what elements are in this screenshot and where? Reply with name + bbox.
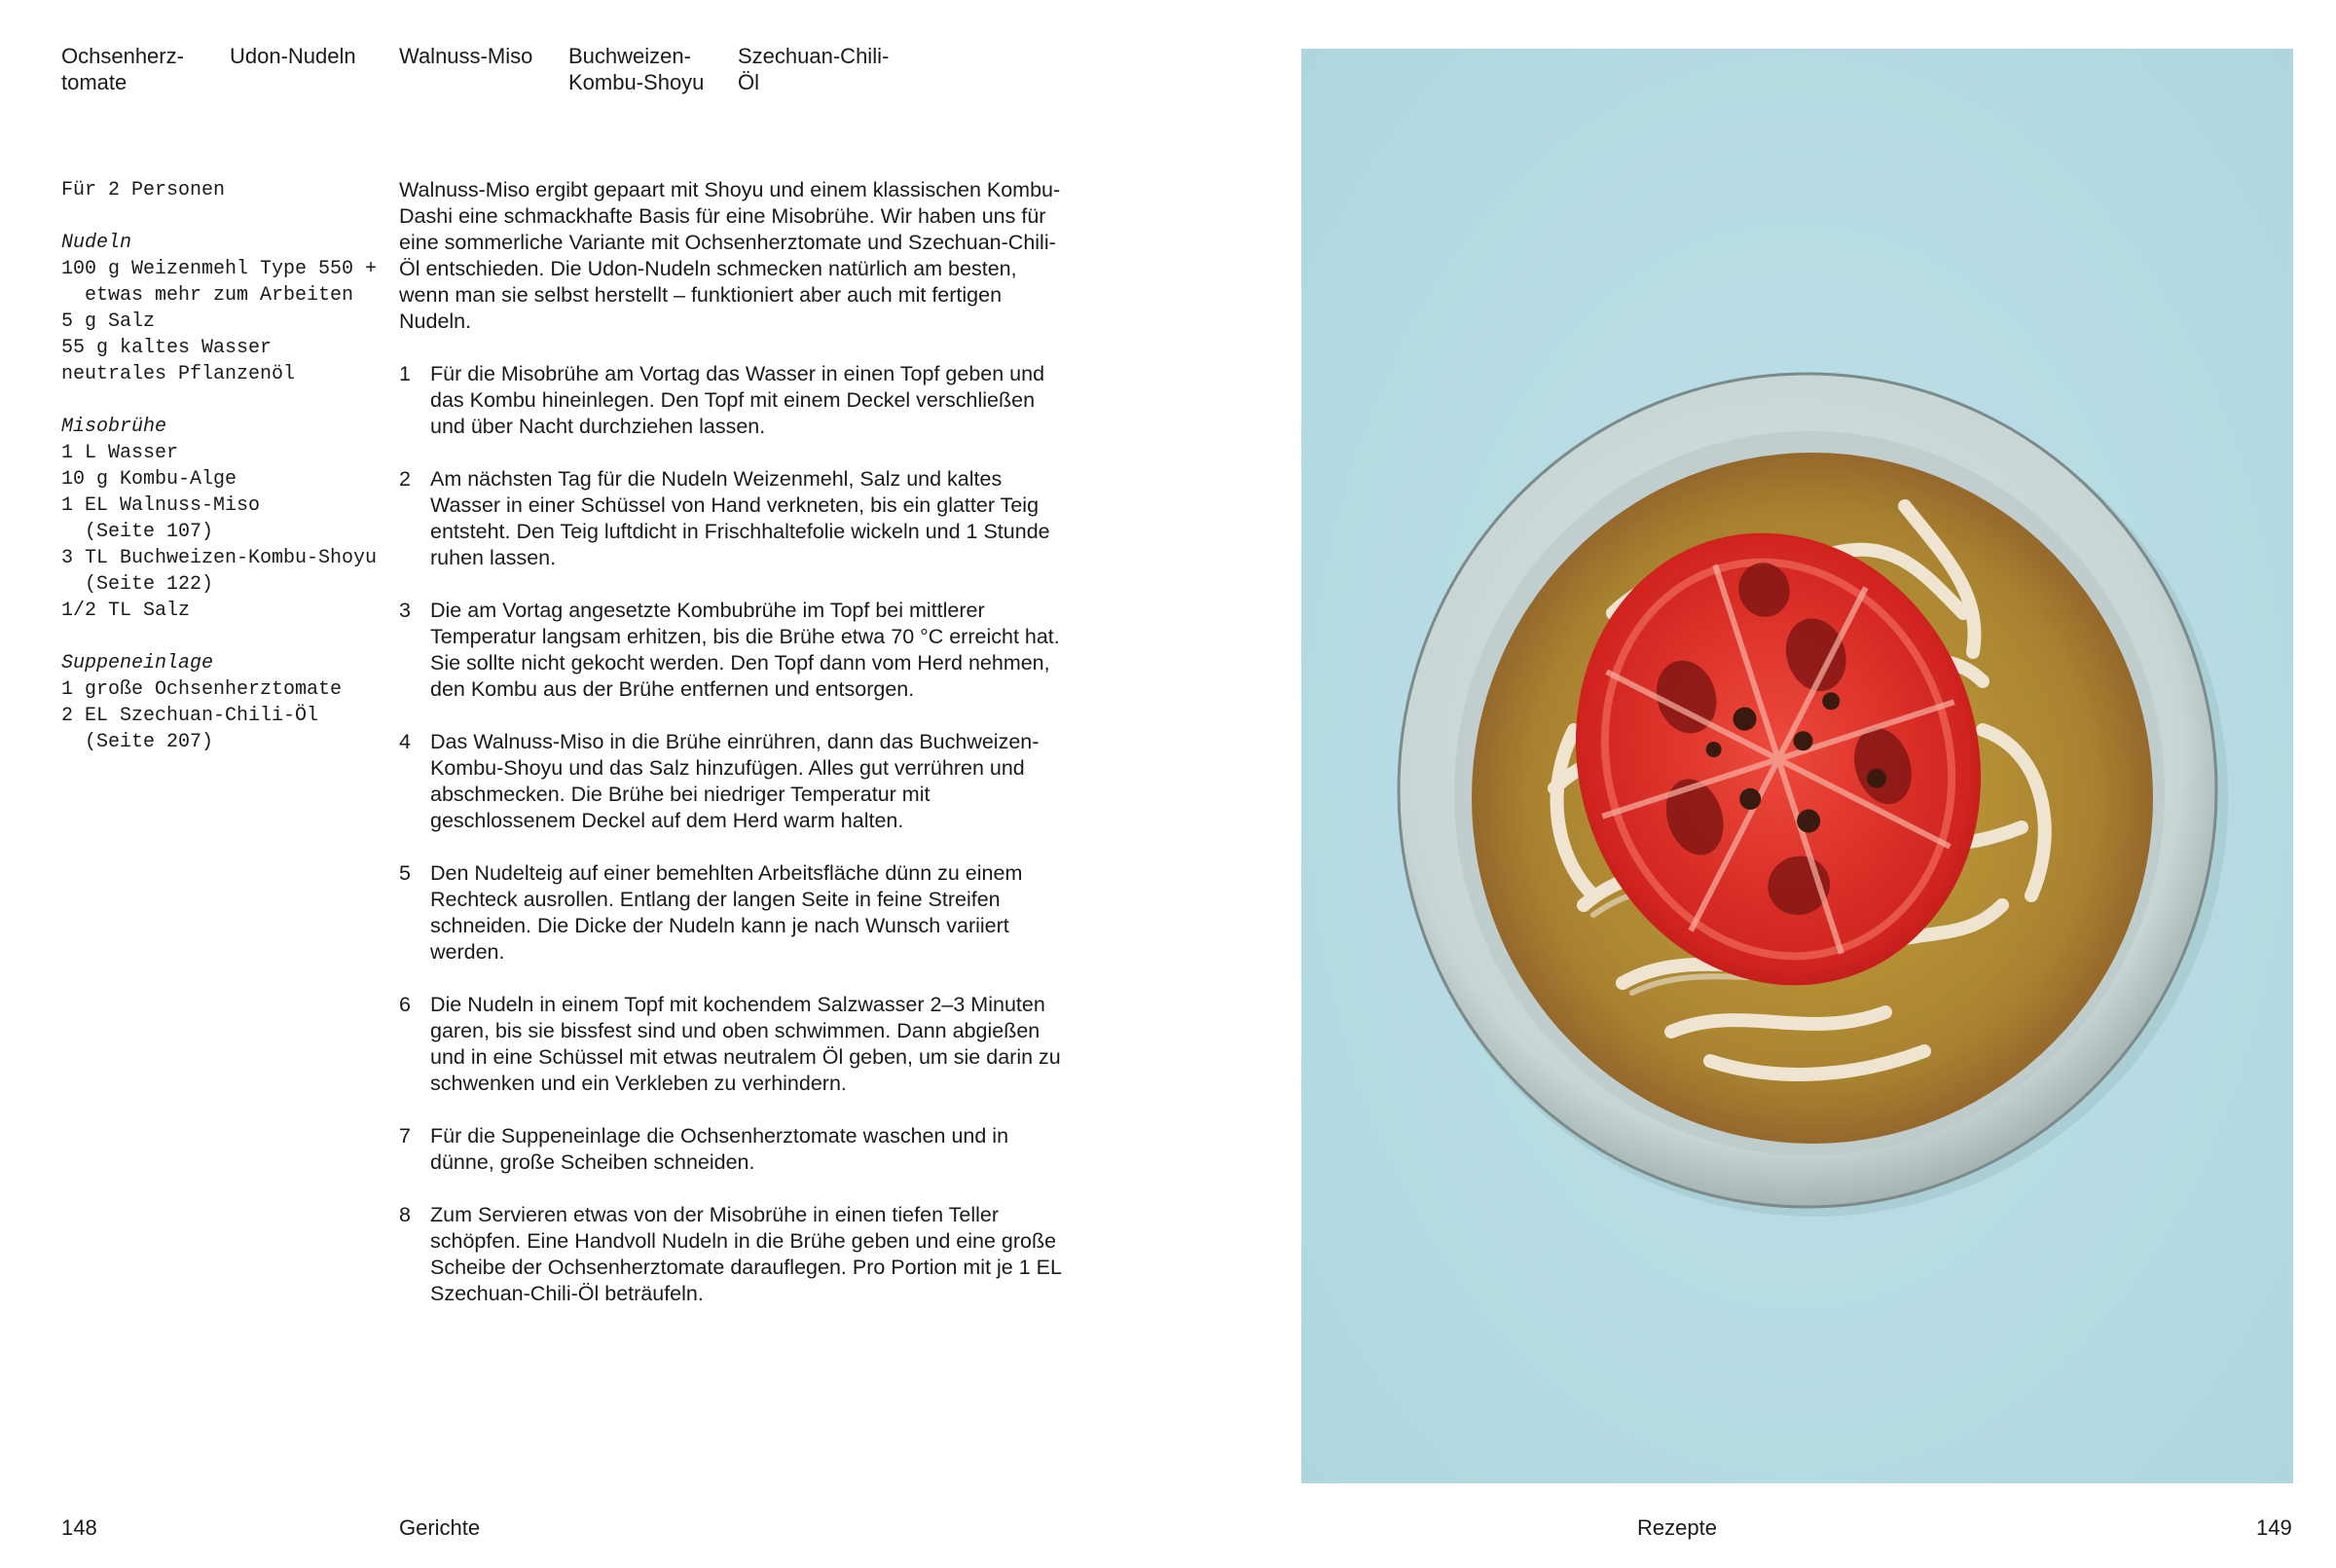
step-text: Für die Misobrühe am Vortag das Wasser in einen Topf geben und das Kombu hineinlegen. Den Topf mit einem Deckel verschließen und über Nacht durchziehen lassen. <box>430 362 1045 438</box>
servings <box>61 177 392 203</box>
section-label-left: Gerichte <box>399 1515 481 1540</box>
step-number: 5 <box>399 861 411 885</box>
method-step <box>399 860 1071 966</box>
page-number-right: 149 <box>2256 1515 2292 1540</box>
step-number: 4 <box>399 730 411 753</box>
header-line: Ochsenherz- <box>61 44 184 68</box>
servings-label: Für 2 Personen <box>61 179 226 201</box>
method-step <box>399 1202 1071 1307</box>
header-line: Öl <box>738 70 759 94</box>
ingredient-line: 10 g Kombu-Alge <box>61 468 237 491</box>
step-number: 2 <box>399 467 411 491</box>
ingredient-line: 100 g Weizenmehl Type 550 + <box>61 258 378 280</box>
method-step <box>399 361 1071 440</box>
ingredient-line: 1 L Wasser <box>61 442 179 464</box>
method-column <box>399 177 1071 1333</box>
ingredient-group-heading: Misobrühe <box>61 416 167 438</box>
method-step <box>399 992 1071 1097</box>
noodle-soup-illustration <box>1301 49 2293 1483</box>
step-text: Den Nudelteig auf einer bemehlten Arbeitsfläche dünn zu einem Rechteck ausrollen. Entlang der langen Seite in feine Streifen schneiden. Die Dicke der Nudeln kann je nach Wunsch variiert werden. <box>430 861 1023 964</box>
step-number: 6 <box>399 993 411 1016</box>
step-text: Die Nudeln in einem Topf mit kochendem Salzwasser 2–3 Minuten garen, bis sie bissfest sind und oben schwimmen. Dann abgießen und in eine Schüssel mit etwas neutralem Öl geben, um sie darin zu schwenken und ein Verkleben zu verhindern. <box>430 993 1061 1095</box>
ingredient-group-heading: Nudeln <box>61 232 132 254</box>
ingredient-line: 55 g kaltes Wasser <box>61 337 273 359</box>
header-item <box>399 43 532 69</box>
header-item <box>568 43 704 95</box>
step-number: 7 <box>399 1124 411 1148</box>
ingredient-group-nudeln <box>61 230 392 387</box>
header-line: Kombu-Shoyu <box>568 70 705 94</box>
ingredient-line: 3 TL Buchweizen-Kombu-Shoyu <box>61 547 378 569</box>
method-step <box>399 598 1071 703</box>
method-step <box>399 1123 1071 1176</box>
header-item <box>738 43 889 95</box>
step-text: Das Walnuss-Miso in die Brühe einrühren, dann das Buchweizen-Kombu-Shoyu und das Salz hinzufügen. Alles gut verrühren und abschmecken. Die Brühe bei niedriger Temperatur mit geschlossenem Deckel auf dem Herd warm halten. <box>430 730 1040 832</box>
ingredient-line: 1 große Ochsenherztomate <box>61 678 343 701</box>
method-step <box>399 466 1071 571</box>
ingredient-line: 5 g Salz <box>61 310 156 333</box>
section-label-right: Rezepte <box>1637 1515 1717 1540</box>
header-keywords <box>61 43 937 111</box>
step-text: Für die Suppeneinlage die Ochsenherztomate waschen und in dünne, große Scheiben schneiden. <box>430 1124 1009 1174</box>
ingredient-line: 2 EL Szechuan-Chili-Öl <box>61 705 319 727</box>
step-number: 1 <box>399 362 411 385</box>
ingredient-line: neutrales Pflanzenöl <box>61 363 296 385</box>
method-step <box>399 729 1071 834</box>
step-text: Zum Servieren etwas von der Misobrühe in einen tiefen Teller schöpfen. Eine Handvoll Nudeln in die Brühe geben und eine große Scheibe der Ochsenherztomate darauflegen. Pro Portion mit je 1 EL Szechuan-Chili-Öl beträufeln. <box>430 1203 1062 1305</box>
ingredient-group-suppeneinlage <box>61 650 392 755</box>
page-number-left: 148 <box>61 1515 97 1540</box>
step-number: 3 <box>399 599 411 622</box>
header-item <box>61 43 184 95</box>
intro-paragraph: Walnuss-Miso ergibt gepaart mit Shoyu und einem klassischen Kombu-Dashi eine schmackhafte Basis für eine Misobrühe. Wir haben uns für eine sommerliche Variante mit Ochsenherztomate und Szechuan-Chili-Öl entschieden. Die Udon-Nudeln schmecken natürlich am besten, wenn man sie selbst herstellt – funktioniert aber auch mit fertigen Nudeln. <box>399 178 1061 333</box>
ingredient-line: 1/2 TL Salz <box>61 600 191 622</box>
header-line: Udon-Nudeln <box>230 44 356 68</box>
food-photo <box>1301 49 2293 1483</box>
header-line: Walnuss-Miso <box>399 44 533 68</box>
step-text: Am nächsten Tag für die Nudeln Weizenmehl, Salz und kaltes Wasser in einer Schüssel von Hand verkneten, bis ein glatter Teig entsteht. Den Teig luftdicht in Frischhaltefolie wickeln und 1 Stunde ruhen lassen. <box>430 467 1050 569</box>
ingredient-line: etwas mehr zum Arbeiten <box>61 284 354 307</box>
ingredient-group-heading: Suppeneinlage <box>61 652 214 675</box>
ingredient-line: (Seite 122) <box>61 573 214 596</box>
ingredient-line: (Seite 207) <box>61 731 214 753</box>
ingredient-line: 1 EL Walnuss-Miso <box>61 494 261 517</box>
header-item <box>230 43 356 69</box>
ingredient-list <box>61 177 392 782</box>
header-line: tomate <box>61 70 128 94</box>
ingredient-line: (Seite 107) <box>61 521 214 543</box>
step-text: Die am Vortag angesetzte Kombubrühe im Topf bei mittlerer Temperatur langsam erhitzen, bis die Brühe etwa 70 °C erreicht hat. Sie sollte nicht gekocht werden. Den Topf dann vom Herd nehmen, den Kombu aus der Brühe entfernen und entsorgen. <box>430 599 1060 701</box>
ingredient-group-misobruehe <box>61 414 392 624</box>
header-line: Szechuan-Chili- <box>738 44 890 68</box>
step-number: 8 <box>399 1203 411 1226</box>
header-line: Buchweizen- <box>568 44 691 68</box>
